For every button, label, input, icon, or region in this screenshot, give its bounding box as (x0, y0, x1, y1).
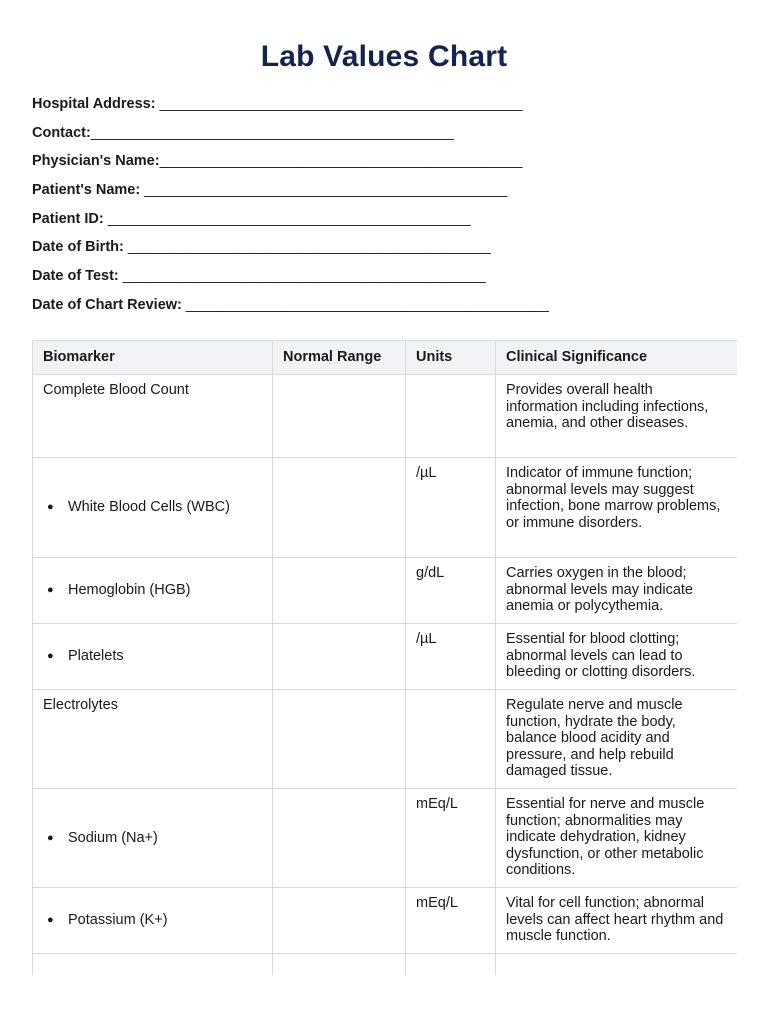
biomarker-label: Potassium (K+) (68, 912, 168, 929)
biomarker-label: Sodium (Na+) (68, 829, 158, 846)
table-row (33, 375, 738, 458)
field-label: Physician's Name: (32, 153, 160, 170)
field-label: Date of Birth: (32, 239, 124, 256)
header-clinical-significance: Clinical Significance (496, 341, 738, 375)
patient-info-fields (32, 92, 732, 322)
field-blank-line: _____________________________________________ (181, 296, 549, 313)
biomarker-cell (33, 458, 273, 558)
significance-cell: Essential for blood clotting; abnormal levels can lead to bleeding or clotting disorders. (496, 624, 738, 690)
bullet-icon: ● (47, 501, 54, 514)
field-blank-line: _____________________________________________ (159, 153, 523, 170)
field-blank-line: _____________________________________________ (123, 239, 491, 256)
bullet-icon: ● (47, 650, 54, 663)
lab-values-table-container (32, 340, 737, 975)
patient-id-field[interactable] (32, 207, 732, 236)
field-label: Hospital Address: (32, 96, 156, 112)
table-row (33, 690, 738, 789)
significance-cell: Essential for nerve and muscle function; abnormalities may indicate dehydration, kidney dysfunction, or other metabolic conditions. (496, 789, 738, 888)
significance-cell: Carries oxygen in the blood; abnormal levels may indicate anemia or polycythemia. (496, 558, 738, 624)
biomarker-cell: Electrolytes (33, 690, 273, 789)
table-row (33, 954, 738, 976)
header-normal-range: Normal Range (273, 341, 406, 375)
normal-range-cell[interactable] (273, 888, 406, 954)
biomarker-cell (33, 954, 273, 976)
normal-range-cell[interactable] (273, 458, 406, 558)
normal-range-cell[interactable] (273, 624, 406, 690)
biomarker-label: Platelets (68, 648, 124, 665)
physician-name-field[interactable] (32, 149, 732, 178)
field-label: Patient's Name: (32, 182, 141, 199)
field-blank-line: _____________________________________________ (140, 182, 508, 199)
field-label: Patient ID: (32, 210, 104, 227)
units-cell: mEq/L (406, 888, 496, 954)
significance-cell (496, 954, 738, 976)
biomarker-cell: Complete Blood Count (33, 375, 273, 458)
field-blank-line: _____________________________________________ (118, 268, 486, 285)
patient-name-field[interactable] (32, 178, 732, 207)
significance-cell: Regulate nerve and muscle function, hydrate the body, balance blood acidity and pressure, and help rebuild damaged tissue. (496, 690, 738, 789)
date-of-test-field[interactable] (32, 264, 732, 293)
field-blank-line: _____________________________________________ (103, 210, 471, 227)
units-cell: /µL (406, 458, 496, 558)
biomarker-label: White Blood Cells (WBC) (68, 499, 230, 516)
normal-range-cell[interactable] (273, 789, 406, 888)
units-cell: mEq/L (406, 789, 496, 888)
bullet-icon: ● (47, 831, 54, 844)
normal-range-cell[interactable] (273, 558, 406, 624)
normal-range-cell[interactable] (273, 954, 406, 976)
field-label: Date of Chart Review: (32, 296, 182, 313)
units-cell (406, 954, 496, 976)
header-units: Units (406, 341, 496, 375)
biomarker-cell (33, 624, 273, 690)
units-cell (406, 690, 496, 789)
date-of-birth-field[interactable] (32, 235, 732, 264)
biomarker-cell (33, 789, 273, 888)
bullet-icon: ● (47, 914, 54, 927)
hospital-address-field[interactable] (32, 92, 732, 121)
page-title: Lab Values Chart (260, 40, 508, 73)
header-biomarker: Biomarker (33, 341, 273, 375)
lab-values-table (32, 340, 737, 975)
table-row (33, 458, 738, 558)
field-blank-line: _____________________________________________ (90, 124, 454, 141)
significance-cell: Provides overall health information including infections, anemia, and other diseases. (496, 375, 738, 458)
biomarker-cell (33, 558, 273, 624)
significance-cell: Indicator of immune function; abnormal levels may suggest infection, bone marrow problems, or immune disorders. (496, 458, 738, 558)
table-header-row (33, 341, 738, 375)
table-row (33, 558, 738, 624)
units-cell: /µL (406, 624, 496, 690)
biomarker-cell (33, 888, 273, 954)
biomarker-label: Hemoglobin (HGB) (68, 582, 191, 599)
normal-range-cell[interactable] (273, 375, 406, 458)
significance-cell: Vital for cell function; abnormal levels can affect heart rhythm and muscle function. (496, 888, 738, 954)
table-row (33, 624, 738, 690)
date-of-chart-review-field[interactable] (32, 293, 732, 322)
normal-range-cell[interactable] (273, 690, 406, 789)
field-label: Contact: (32, 124, 91, 141)
units-cell (406, 375, 496, 458)
contact-field[interactable] (32, 121, 732, 150)
table-row (33, 789, 738, 888)
field-label: Date of Test: (32, 268, 119, 285)
table-row (33, 888, 738, 954)
bullet-icon: ● (47, 584, 54, 597)
field-blank-line: _____________________________________________ (155, 96, 523, 112)
units-cell: g/dL (406, 558, 496, 624)
